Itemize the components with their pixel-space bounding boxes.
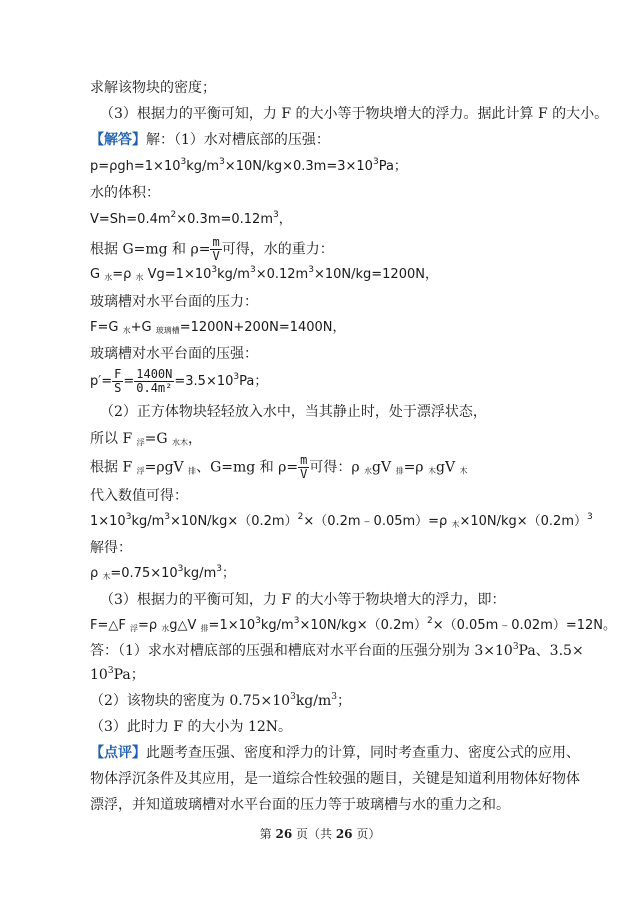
- subscript: 排: [188, 466, 197, 476]
- formula-line: [90, 210, 292, 230]
- formula-part: kg/m: [295, 693, 332, 709]
- superscript: 3: [255, 616, 261, 626]
- subscript: 排: [200, 624, 209, 633]
- formula-part: kg/m: [183, 566, 217, 581]
- formula-part: =: [123, 374, 135, 389]
- superscript: 3: [164, 512, 171, 522]
- formula-part: =0.75×10: [110, 566, 178, 581]
- formula-part: ×（0.2m﹣0.05m）=ρ: [303, 514, 452, 529]
- superscript: 3: [211, 265, 218, 275]
- text-line: [90, 691, 351, 711]
- review-tag: 【点评】: [90, 745, 146, 761]
- formula-part: kg/m: [131, 514, 165, 529]
- text-line: [90, 292, 258, 312]
- total-pages: 26: [335, 827, 353, 841]
- line-text: （3）根据力的平衡可知，力 F 的大小等于物块增大的浮力，即：: [100, 592, 506, 608]
- formula-part: 答：（1）求水对槽底部的压强和槽底对水平台面的压强分别为 3×10: [90, 643, 513, 659]
- formula-line: [90, 157, 407, 177]
- footer-text: 页）: [352, 827, 381, 841]
- formula-line: [90, 265, 438, 285]
- superscript: 3: [180, 157, 187, 167]
- formula-part: =1200N+200N=1400N，: [179, 320, 346, 335]
- fraction: [298, 454, 309, 481]
- formula-part: 根据 F: [90, 459, 137, 476]
- formula-part: ，: [188, 431, 202, 447]
- line-text: （3）根据力的平衡可知，力 F 的大小等于物块增大的浮力。据此计算 F 的大小。: [100, 106, 609, 122]
- subscript: 水: [135, 273, 144, 282]
- formula-part: =ρ: [137, 618, 162, 633]
- fraction-denominator: S: [114, 381, 122, 395]
- formula-part: （2）该物块的密度为 0.75×10: [90, 693, 291, 709]
- line-text: 水的体积：: [90, 185, 160, 201]
- line-text: 代入数值可得：: [90, 488, 188, 504]
- page-footer: [0, 825, 640, 842]
- superscript: 3: [216, 564, 222, 574]
- line-text: （3）此时力 F 的大小为 12N。: [90, 719, 293, 735]
- line-text: 玻璃槽对水平台面的压力：: [90, 294, 258, 310]
- page-number: 26: [275, 827, 293, 841]
- formula-part: p′=: [90, 374, 113, 389]
- superscript: 3: [372, 157, 379, 167]
- subscript: 浮: [136, 438, 145, 447]
- formula-part: Pa；: [113, 667, 145, 683]
- text-line: [90, 665, 145, 685]
- fraction: [134, 368, 174, 395]
- subscript: 水: [161, 624, 170, 633]
- formula-part: =ρgV: [144, 459, 189, 476]
- formula-part: g△V: [169, 618, 201, 633]
- line-text: 此题考查压强、密度和浮力的计算，同时考查重力、密度公式的应用、: [146, 745, 580, 761]
- subscript: 玻璃槽: [155, 326, 180, 335]
- text-line: [90, 183, 160, 203]
- subscript: 水: [122, 326, 131, 335]
- superscript: 3: [125, 512, 132, 522]
- formula-part: p=ρgh=1×10: [90, 159, 181, 174]
- formula-part: Pa、3.5×: [518, 643, 584, 659]
- formula-part: =ρ: [403, 459, 428, 476]
- text-line: [90, 538, 132, 558]
- formula-part: ×10N/kg×0.3m=3×10: [224, 159, 373, 174]
- formula-line: [90, 318, 346, 338]
- formula-part: 可得，水的重力：: [221, 241, 334, 258]
- fraction: [210, 236, 221, 263]
- superscript: 2: [427, 616, 433, 626]
- text-line: [90, 236, 334, 263]
- text-line: [90, 641, 584, 661]
- formula-part: gV: [436, 459, 460, 476]
- superscript: 3: [293, 616, 300, 626]
- superscript: 2: [170, 210, 177, 220]
- superscript: 3: [177, 564, 184, 574]
- superscript: 3: [290, 692, 296, 702]
- formula-part: ρ: [90, 566, 103, 581]
- superscript: 2: [297, 512, 304, 522]
- subscript: 木: [459, 466, 468, 476]
- formula-part: =ρ: [112, 267, 136, 282]
- formula-part: =G: [144, 431, 172, 447]
- formula-part: Vg=1×10: [143, 267, 212, 282]
- formula-part: +G: [130, 320, 156, 335]
- text-line: [90, 454, 468, 481]
- answer-tag: 【解答】: [90, 132, 146, 148]
- text-line: [90, 344, 258, 364]
- superscript: 3: [107, 666, 114, 676]
- formula-line: [90, 564, 235, 584]
- superscript: 3: [233, 372, 240, 382]
- line-text: （2）正方体物块轻轻放入水中，当其静止时，处于漂浮状态，: [100, 404, 487, 420]
- superscript: 3: [219, 157, 225, 167]
- superscript: 3: [331, 692, 337, 702]
- formula-part: ×0.12m: [255, 267, 309, 282]
- subscript: 木: [102, 572, 111, 581]
- fraction-denominator: 0.4m²: [136, 381, 173, 395]
- formula-part: 根据 G=mg 和 ρ=: [90, 241, 211, 258]
- formula-part: Pa；: [239, 374, 268, 389]
- fraction-numerator: 1400N: [136, 367, 173, 381]
- formula-part: 1×10: [90, 514, 126, 529]
- fraction-numerator: m: [212, 235, 220, 249]
- fraction-denominator: V: [212, 249, 220, 263]
- formula-part: ×（0.05m﹣0.02m）=12N。: [432, 618, 617, 633]
- subscript: 排: [395, 466, 404, 476]
- subscript: 水: [104, 273, 113, 282]
- formula-part: V=Sh=0.4m: [90, 212, 171, 227]
- line-text: 解：（1）水对槽底部的压强：: [146, 132, 330, 148]
- subscript: 木: [451, 520, 460, 529]
- superscript: 3: [249, 265, 256, 275]
- formula-part: ×0.3m=0.12m: [176, 212, 273, 227]
- subscript: 水木: [172, 438, 188, 447]
- formula-part: ×10N/kg×（0.2m）: [459, 514, 587, 529]
- superscript: 3: [587, 512, 593, 522]
- line-text: 漂浮，并知道玻璃槽对水平台面的压力等于玻璃槽与水的重力之和。: [90, 797, 510, 813]
- formula-part: ，: [278, 212, 292, 227]
- formula-part: kg/m: [186, 159, 220, 174]
- text-line: [90, 717, 292, 737]
- formula-part: kg/m: [217, 267, 250, 282]
- fraction-numerator: F: [114, 367, 122, 381]
- formula-part: 、G=mg 和 ρ=: [196, 459, 299, 476]
- fraction-denominator: V: [300, 467, 308, 481]
- formula-part: 所以 F: [90, 431, 137, 447]
- formula-part: ×10N/kg×（0.2m）: [299, 618, 428, 633]
- superscript: 3: [272, 210, 279, 220]
- formula-part: 可得：ρ: [309, 459, 365, 476]
- subscript: 水: [364, 466, 373, 476]
- subscript: 浮: [129, 624, 138, 633]
- formula-line: [90, 512, 593, 532]
- fraction-numerator: m: [300, 453, 308, 467]
- superscript: 3: [308, 265, 314, 275]
- text-line: [90, 769, 580, 789]
- formula-part: F=△F: [90, 618, 130, 633]
- review-heading: [90, 743, 580, 763]
- formula-part: G: [90, 267, 105, 282]
- text-line: [90, 486, 188, 506]
- formula-part: kg/m: [260, 618, 294, 633]
- formula-part: Pa；: [378, 159, 407, 174]
- text-line: [90, 78, 216, 98]
- line-text: 玻璃槽对水平台面的压强：: [90, 346, 258, 362]
- formula-part: ；: [221, 566, 235, 581]
- text-line: [90, 429, 202, 449]
- formula-part: ×10N/kg×（0.2m）: [170, 514, 298, 529]
- subscript: 浮: [136, 466, 145, 476]
- footer-text: 第: [259, 827, 276, 841]
- formula-part: 10: [90, 667, 108, 683]
- line-text: 物体浮沉条件及其应用，是一道综合性较强的题目，关键是知道利用物体好物体: [90, 771, 580, 787]
- formula-part: =3.5×10: [174, 374, 234, 389]
- formula-part: =1×10: [208, 618, 256, 633]
- text-line: [100, 590, 506, 610]
- text-line: [100, 104, 608, 124]
- line-text: 求解该物块的密度；: [90, 80, 216, 96]
- footer-text: 页（共: [292, 827, 336, 841]
- text-line: [90, 795, 510, 815]
- subscript: 木: [428, 466, 436, 476]
- answer-heading: [90, 130, 330, 150]
- formula-line: [90, 368, 267, 395]
- formula-part: gV: [372, 459, 396, 476]
- fraction: [112, 368, 123, 395]
- text-line: [100, 402, 487, 422]
- formula-part: ；: [336, 693, 351, 709]
- formula-part: F=G: [90, 320, 123, 335]
- formula-line: [90, 616, 616, 636]
- line-text: 解得：: [90, 540, 132, 556]
- formula-part: ×10N/kg=1200N，: [313, 267, 438, 282]
- superscript: 3: [512, 642, 519, 652]
